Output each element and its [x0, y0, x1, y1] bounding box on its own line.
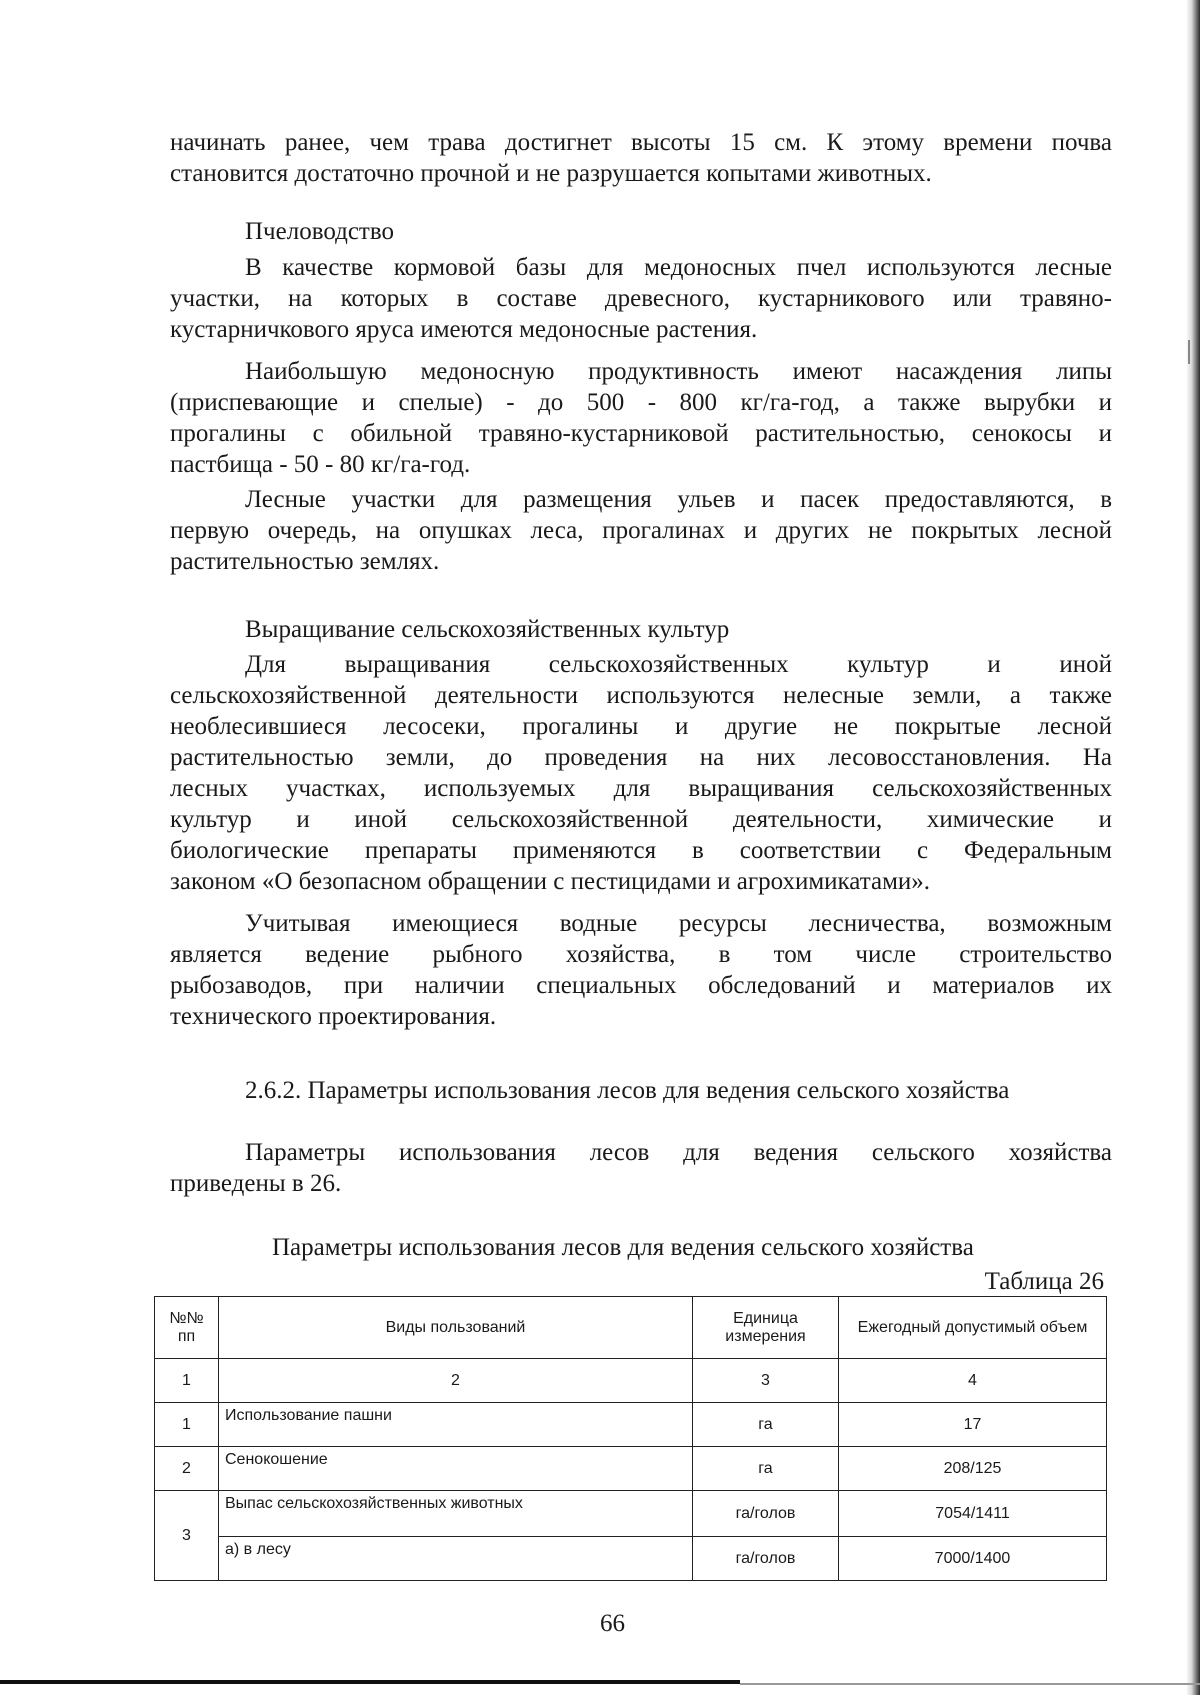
paragraph-crops-2 — [170, 908, 1112, 1032]
paragraph-bee-2 — [170, 356, 1112, 480]
paragraph-crops-1 — [170, 649, 1112, 897]
text-line: кустарничкового яруса имеются медоносные растения. — [170, 316, 758, 343]
text-line: приведены в 26. — [170, 1170, 342, 1197]
text-line: Для выращивания сельскохозяйственных культур и иной — [245, 651, 1112, 678]
row-volume-cell: 7054/1411 — [839, 1491, 1107, 1537]
text-line: законом «О безопасном обращении с пестицидами и агрохимикатами». — [170, 868, 931, 895]
text-line: растительностью землях. — [170, 548, 440, 575]
row-volume-cell: 17 — [839, 1403, 1107, 1447]
section-heading: 2.6.2. Параметры использования лесов для ведения сельского хозяйства — [245, 1077, 1010, 1104]
table-row — [155, 1447, 1107, 1491]
table-header-row — [155, 1297, 1107, 1359]
row-name-cell: а) в лесу — [219, 1537, 693, 1581]
text-line: Наибольшую медоносную продуктивность имеют насаждения липы — [245, 358, 1112, 385]
row-unit-cell: га — [693, 1447, 839, 1491]
row-unit-cell: га/голов — [693, 1537, 839, 1581]
text-line: (приспевающие и спелые) - до 500 - 800 кг/га-год, а также вырубки и — [170, 389, 1112, 416]
text-line: лесных участках, используемых для выращивания сельскохозяйственных — [170, 775, 1112, 802]
parameters-table — [154, 1296, 1107, 1581]
row-volume-cell: 7000/1400 — [839, 1537, 1107, 1581]
text-line: становится достаточно прочной и не разрушается копытами животных. — [170, 160, 932, 187]
row-number-cell: 3 — [155, 1491, 219, 1581]
text-line: необлесившиеся лесосеки, прогалины и другие не покрытые лесной — [170, 713, 1112, 740]
text-line: начинать ранее, чем трава достигнет высоты 15 см. К этому времени почва — [170, 129, 1112, 156]
paragraph-bee-1 — [170, 252, 1112, 345]
page-number: 66 — [600, 1610, 625, 1637]
paragraph-intro — [170, 127, 1112, 189]
scan-bottom-edge-faint — [740, 1683, 1200, 1685]
text-line: растительностью земли, до проведения на них лесовосстановления. На — [170, 744, 1112, 771]
row-name-cell: Выпас сельскохозяйственных животных — [219, 1491, 693, 1537]
text-line: первую очередь, на опушках леса, прогалинах и других не покрытых лесной — [170, 517, 1112, 544]
column-number-cell: 4 — [839, 1359, 1107, 1403]
table-row — [155, 1491, 1107, 1537]
text-line: биологические препараты применяются в соответствии с Федеральным — [170, 837, 1112, 864]
table-row — [155, 1537, 1107, 1581]
text-line: пастбища - 50 - 80 кг/га-год. — [170, 451, 471, 478]
heading-crops: Выращивание сельскохозяйственных культур — [245, 616, 730, 643]
column-number-cell: 1 — [155, 1359, 219, 1403]
column-number-cell: 2 — [219, 1359, 693, 1403]
heading-beekeeping: Пчеловодство — [245, 218, 394, 245]
text-line: прогалины с обильной травяно-кустарниковой растительностью, сенокосы и — [170, 420, 1112, 447]
column-number-cell: 3 — [693, 1359, 839, 1403]
table-number-label: Таблица 26 — [984, 1268, 1104, 1295]
text-line: рыбозаводов, при наличии специальных обследований и материалов их — [170, 972, 1112, 999]
row-number-cell: 1 — [155, 1403, 219, 1447]
table-row — [155, 1403, 1107, 1447]
row-name-cell: Использование пашни — [219, 1403, 693, 1447]
text-line: культур и иной сельскохозяйственной деятельности, химические и — [170, 806, 1112, 833]
paragraph-bee-3 — [170, 484, 1112, 577]
header-cell: №№ пп — [155, 1297, 219, 1359]
text-line: технического проектирования. — [170, 1003, 497, 1030]
row-name-cell: Сенокошение — [219, 1447, 693, 1491]
row-volume-cell: 208/125 — [839, 1447, 1107, 1491]
header-cell: Ежегодный допустимый объем — [839, 1297, 1107, 1359]
text-line: участки, на которых в составе древесного, кустарникового или травяно- — [170, 285, 1112, 312]
paragraph-params — [170, 1137, 1112, 1199]
scan-bottom-edge — [0, 1680, 740, 1684]
row-number-cell: 2 — [155, 1447, 219, 1491]
row-unit-cell: га/голов — [693, 1491, 839, 1537]
text-line: является ведение рыбного хозяйства, в том числе строительство — [170, 941, 1112, 968]
header-cell: Единица измерения — [693, 1297, 839, 1359]
text-line: Лесные участки для размещения ульев и пасек предоставляются, в — [245, 486, 1112, 513]
scan-mark — [1188, 340, 1190, 364]
text-line: сельскохозяйственной деятельности используются нелесные земли, а также — [170, 682, 1112, 709]
scan-right-edge — [1186, 0, 1200, 1695]
row-unit-cell: га — [693, 1403, 839, 1447]
text-line: В качестве кормовой базы для медоносных пчел используются лесные — [245, 254, 1112, 281]
text-line: Параметры использования лесов для ведения сельского хозяйства — [245, 1139, 1112, 1166]
header-cell: Виды пользований — [219, 1297, 693, 1359]
table-title: Параметры использования лесов для ведения сельского хозяйства — [272, 1234, 974, 1261]
table-column-number-row — [155, 1359, 1107, 1403]
text-line: Учитывая имеющиеся водные ресурсы лесничества, возможным — [245, 910, 1112, 937]
